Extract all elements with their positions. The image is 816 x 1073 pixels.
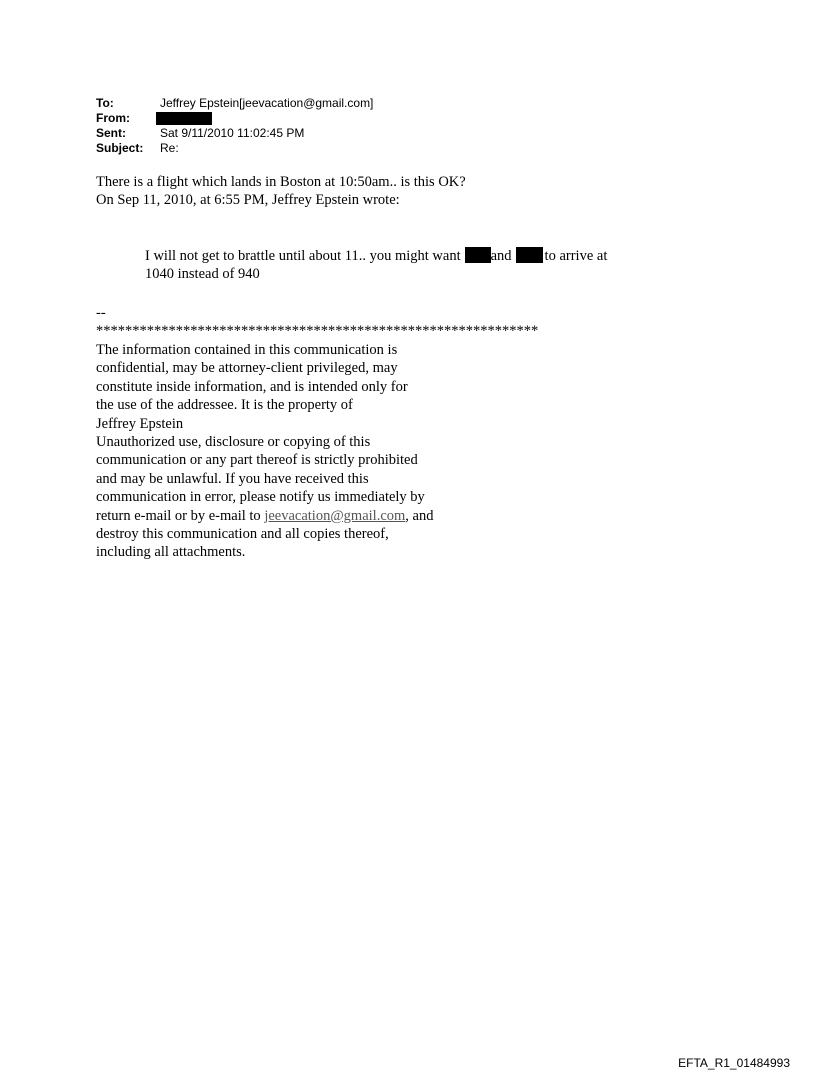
from-row <box>96 111 373 126</box>
message-body <box>96 173 466 210</box>
confidentiality-disclaimer <box>96 341 433 562</box>
quoted-line <box>145 247 607 265</box>
disclaimer-line: constitute inside information, and is intended only for <box>96 378 408 395</box>
quoted-text: to arrive at <box>544 248 608 264</box>
quoted-message <box>145 247 607 284</box>
disclaimer-line: The information contained in this communication is <box>96 342 398 358</box>
disclaimer-line: Jeffrey Epstein <box>96 415 184 432</box>
disclaimer-line: and may be unlawful. If you have received this <box>96 470 369 487</box>
disclaimer-line: communication in error, please notify us immediately by <box>96 489 425 506</box>
disclaimer-line: Unauthorized use, disclosure or copying of this <box>96 434 371 451</box>
quote-attribution: On Sep 11, 2010, at 6:55 PM, Jeffrey Epstein wrote: <box>96 192 400 209</box>
disclaimer-line: communication or any part thereof is strictly prohibited <box>96 452 418 469</box>
sent-row <box>96 126 373 141</box>
redaction-box <box>465 247 491 263</box>
message-line: There is a flight which lands in Boston at 10:50am.. is this OK? <box>96 174 466 190</box>
quoted-text: and <box>490 248 512 264</box>
signature-dashes: -- <box>96 305 106 321</box>
disclaimer-line: the use of the addressee. It is the property of <box>96 397 353 414</box>
redaction-box <box>156 112 212 125</box>
disclaimer-line: confidential, may be attorney-client privileged, may <box>96 360 398 377</box>
to-row <box>96 96 373 111</box>
quoted-line: 1040 instead of 940 <box>145 266 260 283</box>
signature-separator <box>96 304 538 341</box>
email-header <box>96 96 373 156</box>
subject-value: Re: <box>160 141 179 155</box>
sent-value: Sat 9/11/2010 11:02:45 PM <box>160 126 305 140</box>
to-label: To: <box>96 96 114 110</box>
bates-number: EFTA_R1_01484993 <box>678 1056 790 1070</box>
disclaimer-text: , and <box>405 507 434 524</box>
disclaimer-line: including all attachments. <box>96 544 246 561</box>
to-value: Jeffrey Epstein[jeevacation@gmail.com] <box>160 96 374 110</box>
from-label: From: <box>96 111 130 125</box>
disclaimer-line: destroy this communication and all copies thereof, <box>96 526 389 543</box>
subject-label: Subject: <box>96 141 144 155</box>
sent-label: Sent: <box>96 126 126 140</box>
disclaimer-text: return e-mail or by e-mail to <box>96 507 265 524</box>
redaction-box <box>516 247 543 263</box>
subject-row <box>96 141 373 156</box>
quoted-text: I will not get to brattle until about 11.. you might want <box>145 248 461 264</box>
disclaimer-line <box>96 507 433 525</box>
email-link[interactable]: jeevacation@gmail.com <box>264 507 406 524</box>
signature-stars: ************************************************************* <box>96 323 539 340</box>
